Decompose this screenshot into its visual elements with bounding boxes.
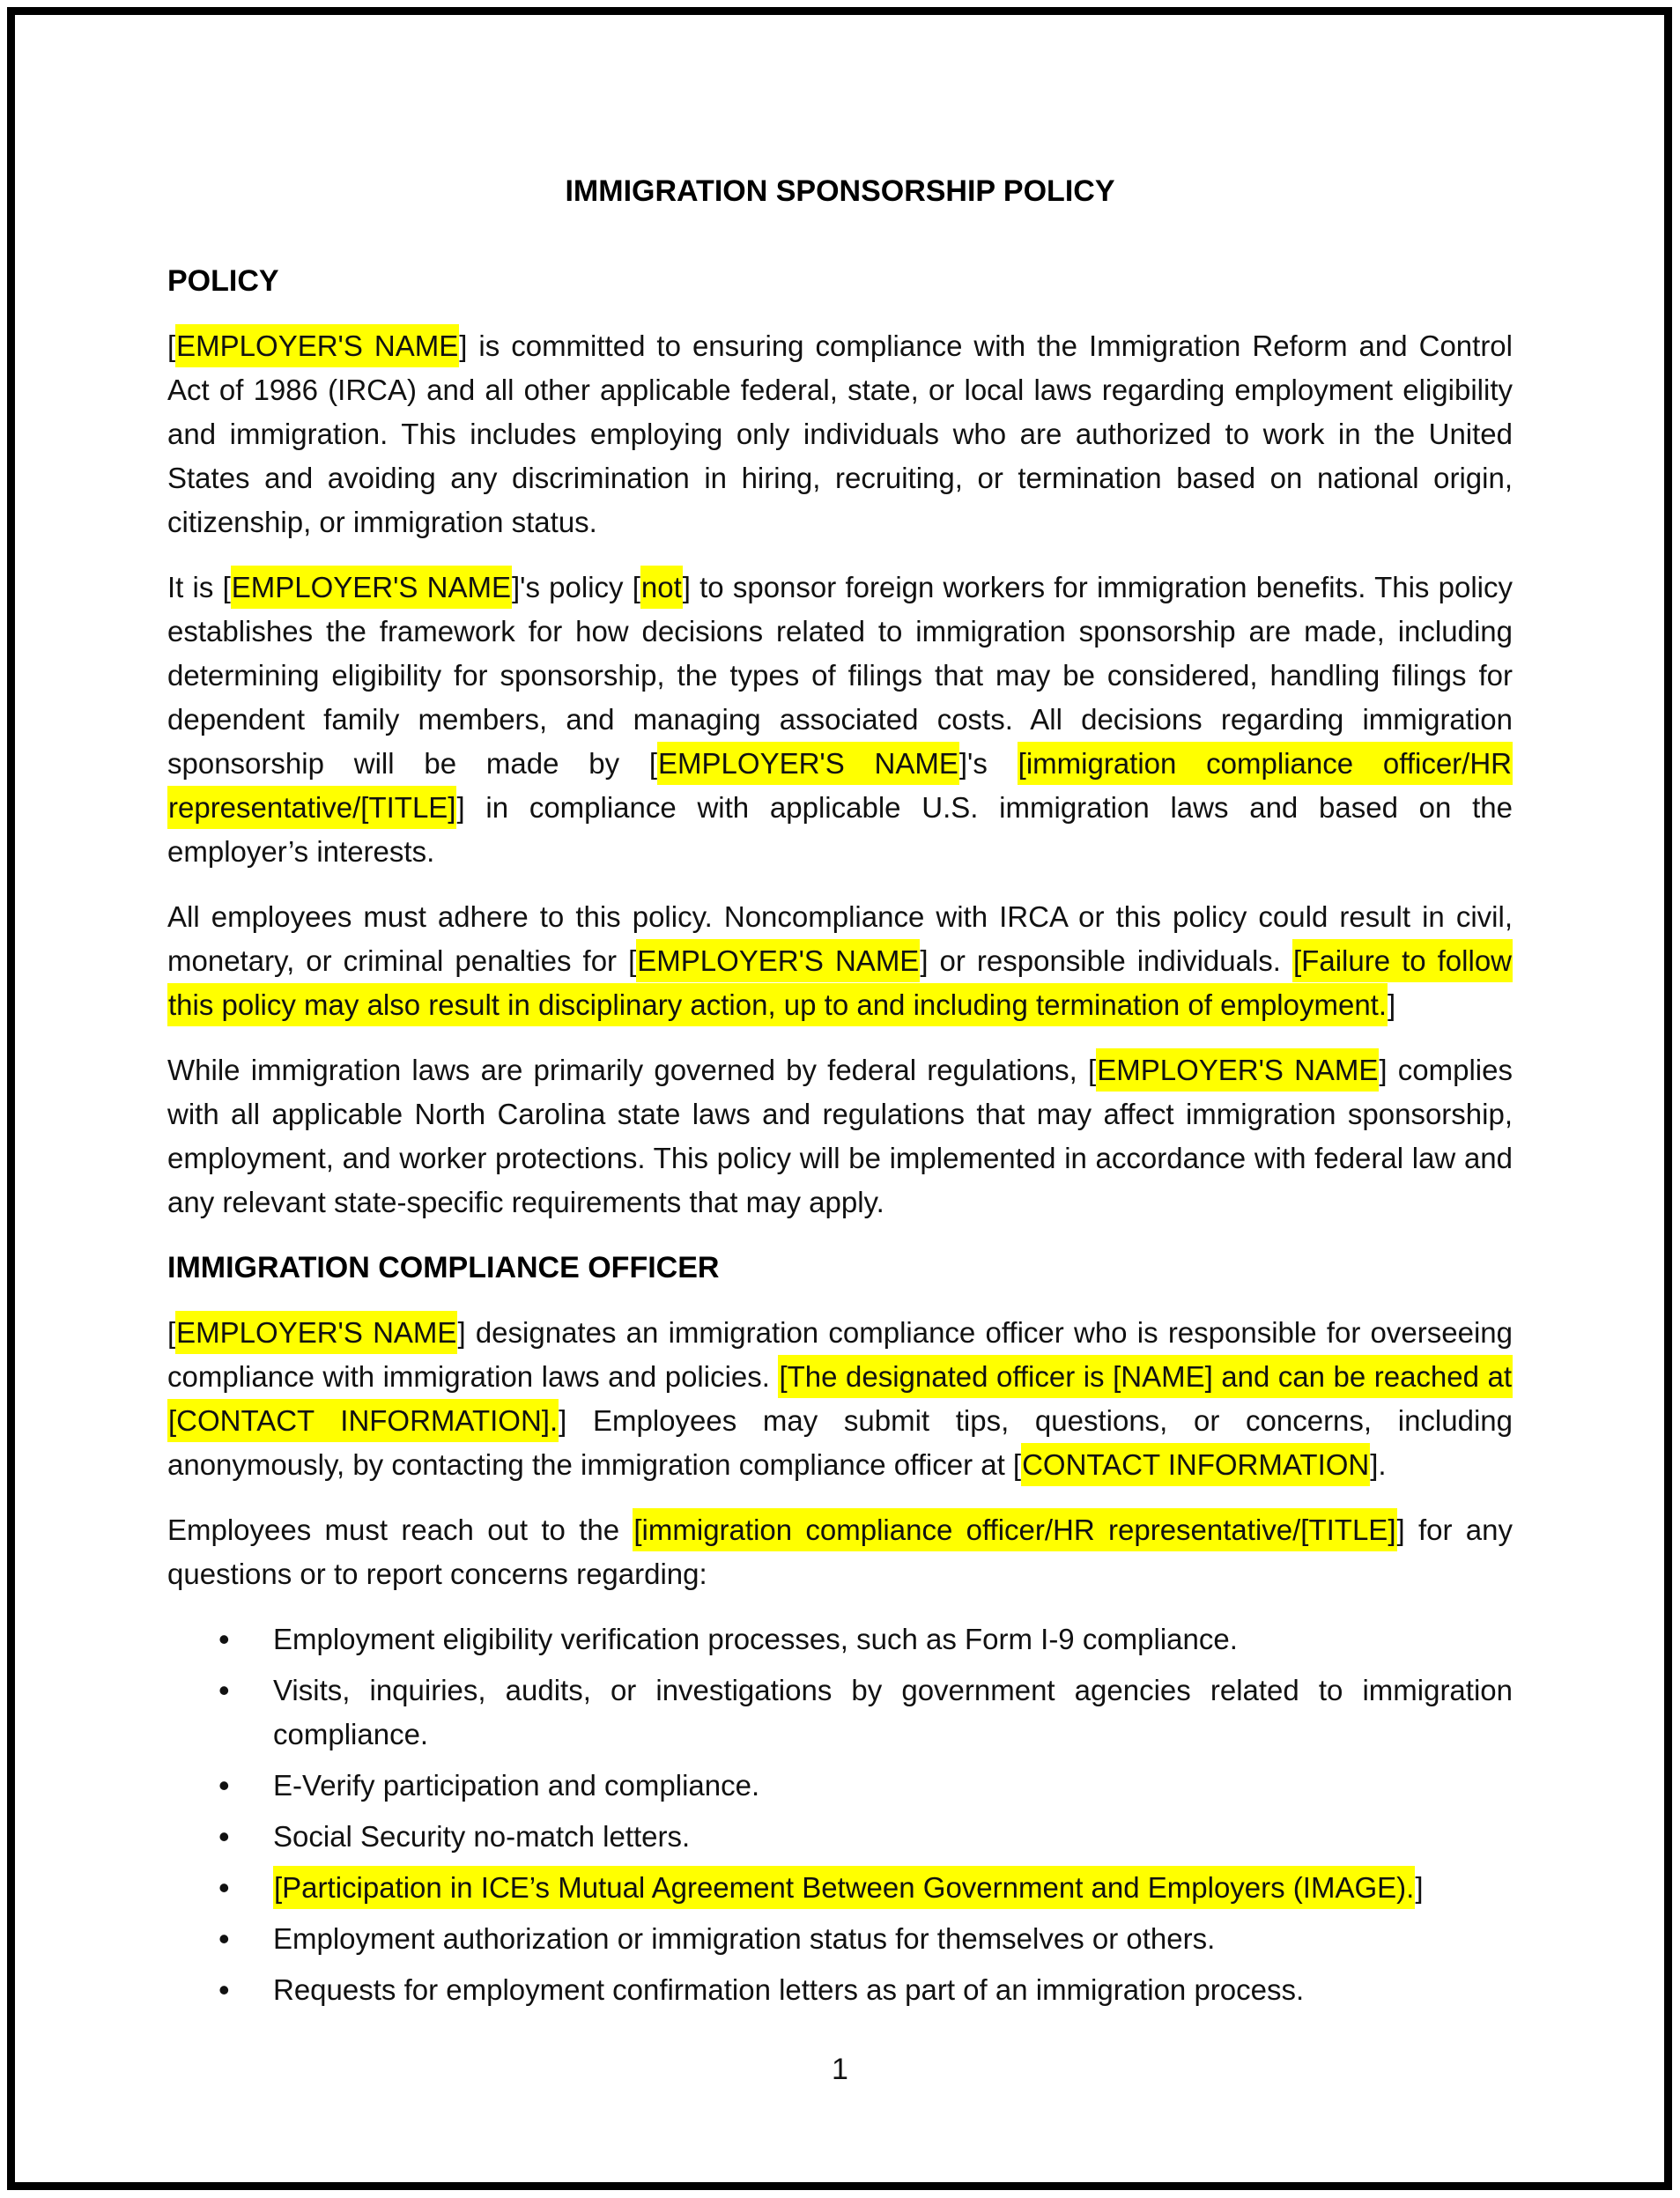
text-segment: [: [167, 1316, 176, 1349]
text-segment: ]: [1388, 988, 1396, 1021]
text-segment: It is [: [167, 571, 231, 603]
text-segment: ] in compliance with applicable U.S. immigration laws and based on the employer’s interests.: [167, 791, 1513, 868]
list-item-text: [273, 1922, 1215, 1955]
text-segment: Requests for employment confirmation letters as part of an immigration process.: [273, 1973, 1305, 2006]
text-segment: ] Employees may submit tips, questions, or concerns, including anonymously, by contacting the immigration compliance officer at [: [167, 1404, 1513, 1481]
text-segment: ]'s policy [: [511, 571, 640, 603]
list-item-text: [273, 1973, 1304, 2006]
text-segment: Visits, inquiries, audits, or investigations by government agencies related to immigration compliance.: [273, 1674, 1513, 1750]
highlighted-placeholder: [immigration compliance officer/HR representative/[TITLE]: [167, 742, 1513, 829]
text-segment: [: [167, 329, 176, 362]
document-content: [167, 169, 1513, 2019]
policy-paragraph-1: [167, 324, 1513, 544]
list-item-text: [273, 1623, 1238, 1655]
list-item: [167, 1917, 1513, 1961]
text-segment: ] complies with all applicable North Carolina state laws and regulations that may affect immigration sponsorship, employment, and worker protections. This policy will be implemented in accordance with federal law and any relevant state-specific requirements that may apply.: [167, 1054, 1513, 1218]
document-title: IMMIGRATION SPONSORSHIP POLICY: [565, 174, 1115, 208]
list-item: [167, 1866, 1513, 1910]
compliance-officer-paragraph-1: [167, 1311, 1513, 1487]
section-heading-policy: POLICY: [167, 264, 279, 298]
list-item-text: [273, 1769, 759, 1802]
text-segment: ]: [1415, 1871, 1424, 1904]
highlighted-placeholder: EMPLOYER'S NAME: [231, 566, 512, 609]
text-segment: Social Security no-match letters.: [273, 1820, 691, 1853]
text-segment: ] designates an immigration compliance officer who is responsible for overseeing compliance with immigration laws and policies.: [167, 1316, 1513, 1393]
list-item: [167, 1815, 1513, 1859]
text-segment: ] for any questions or to report concerns regarding:: [167, 1513, 1513, 1590]
list-item-text: [273, 1674, 1513, 1750]
highlighted-placeholder: [immigration compliance officer/HR representative/[TITLE]: [633, 1508, 1396, 1551]
concerns-bullet-list: [167, 1617, 1513, 2012]
highlighted-placeholder: CONTACT INFORMATION: [1021, 1443, 1370, 1486]
text-segment: ] to sponsor foreign workers for immigration benefits. This policy establishes the framework for how decisions related to immigration sponsorship are made, including determining eligibility for sponsorship, the types of filings that may be considered, handling filings for dependent family members, and managing associated costs. All decisions regarding immigration sponsorship will be made by [: [167, 571, 1513, 780]
page-number: 1: [832, 2053, 848, 2086]
text-segment: Employees must reach out to the: [167, 1513, 633, 1546]
text-segment: Employment authorization or immigration status for themselves or others.: [273, 1922, 1216, 1955]
highlighted-placeholder: EMPLOYER'S NAME: [636, 939, 920, 982]
highlighted-placeholder: not: [640, 566, 683, 609]
section-heading-immigration-compliance-officer: IMMIGRATION COMPLIANCE OFFICER: [167, 1251, 720, 1284]
highlighted-placeholder: [Participation in ICE’s Mutual Agreement Between Government and Employers (IMAGE).: [273, 1866, 1415, 1909]
highlighted-placeholder: EMPLOYER'S NAME: [1096, 1048, 1379, 1092]
text-segment: All employees must adhere to this policy. Noncompliance with IRCA or this policy could result in civil, monetary, or criminal penalties for [: [167, 900, 1513, 977]
list-item: [167, 1617, 1513, 1661]
highlighted-placeholder: [The designated officer is [NAME] and can be reached at [CONTACT INFORMATION].: [167, 1355, 1513, 1442]
text-segment: E-Verify participation and compliance.: [273, 1769, 760, 1802]
compliance-officer-paragraph-2: [167, 1508, 1513, 1596]
highlighted-placeholder: EMPLOYER'S NAME: [657, 742, 959, 785]
text-segment: ] is committed to ensuring compliance with the Immigration Reform and Control Act of 1986 (IRCA) and all other applicable federal, state, or local laws regarding employment eligibility and immigration. This includes employing only individuals who are authorized to work in the United States and avoiding any discrimination in hiring, recruiting, or termination based on national origin, citizenship, or immigration status.: [167, 329, 1513, 538]
highlighted-placeholder: [Failure to follow this policy may also result in disciplinary action, up to and including termination of employment.: [167, 939, 1513, 1026]
policy-paragraph-2: [167, 566, 1513, 874]
list-item: [167, 1968, 1513, 2012]
text-segment: Employment eligibility verification processes, such as Form I-9 compliance.: [273, 1623, 1238, 1655]
highlighted-placeholder: EMPLOYER'S NAME: [175, 1311, 457, 1354]
text-segment: ]'s: [958, 747, 1018, 780]
highlighted-placeholder: EMPLOYER'S NAME: [175, 324, 459, 367]
policy-paragraph-3: [167, 895, 1513, 1027]
list-item: [167, 1764, 1513, 1808]
text-segment: While immigration laws are primarily governed by federal regulations, [: [167, 1054, 1097, 1086]
text-segment: ].: [1370, 1448, 1387, 1481]
list-item: [167, 1669, 1513, 1757]
list-item-text: [273, 1866, 1423, 1909]
text-segment: ] or responsible individuals.: [920, 944, 1293, 977]
list-item-text: [273, 1820, 690, 1853]
policy-paragraph-4: [167, 1048, 1513, 1225]
